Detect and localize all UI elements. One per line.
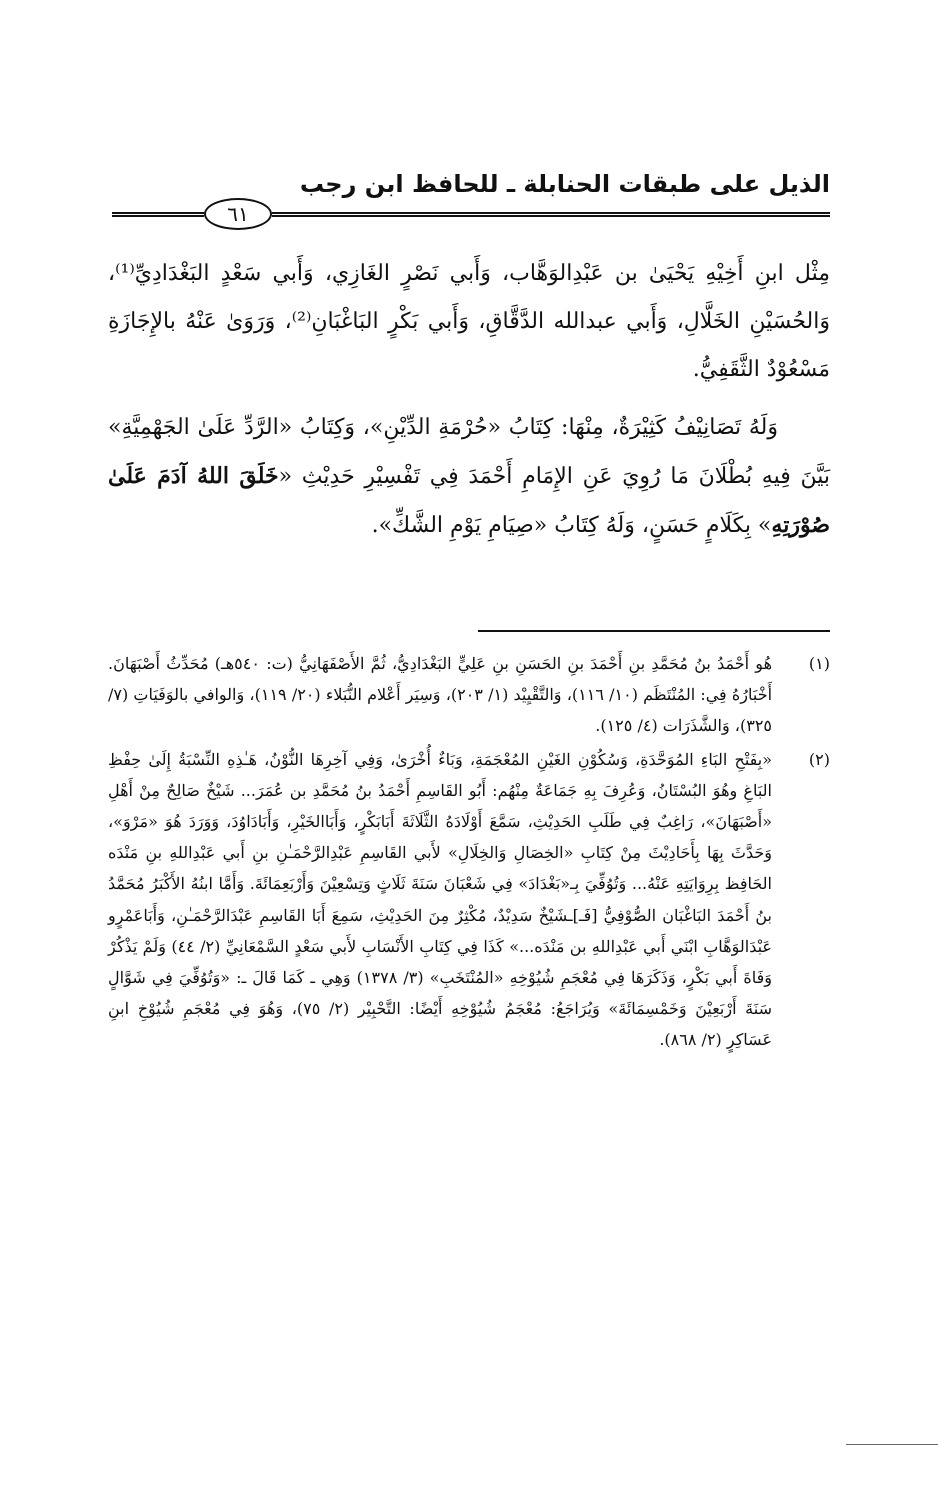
page-number: ٦١ <box>204 198 272 230</box>
footnote-marker: (١) <box>808 654 830 673</box>
footnote-marker: (٢) <box>808 749 830 769</box>
footnote-text: هُو أَحْمَدُ بنُ مُحَمَّدِ بنِ أَحْمَدَ بنِ الحَسَنِ بنِ عَلِيٍّ البَغْدَادِيُّ، ثُمَّ الأَصْفَهَانِيُّ (ت: ٥٤٠هـ) مُحَدِّثُ أَصْبَهَانَ. أَخْبَارُهُ فِي: المُنْتَظَم (١٠/ ١١٦)، وَالتَّقْيِيْد (١/ ٢٠٣)، وَسِيَر أَعْلام النُّبَلاء (٢٠/ ١١٩)، وَالوافي بالوَفَيَاتِ (٧/ ٣٢٥)، وَالشَّذَرَات (٤/ ١٢٥). <box>108 654 773 736</box>
footnote-text: «بِفَتْحِ البَاءِ المُوَحَّدَةِ، وَسُكُوْنِ الغَيْنِ المُعْجَمَةِ، وَبَاءٌ أُخْرَىٰ، وَفِي آخِرِهَا النُّوْنُ، هَـٰذِهِ النِّسْبَةُ إِلَىٰ حِفْظِ البَاغِ وهُوَ البُسْتَانُ، وَعُرِفَ بِهِ جَمَاعَةٌ مِنْهُم: أَبُو القَاسِمِ أَحْمَدُ بنُ مُحَمَّدِ بن عُمَرَ... شَيْخٌ صَالِحٌ مِنْ أَهْلِ «أَصْبَهَانَ»، رَاغِبٌ فِي طَلَبِ الحَدِيْثِ، سَمَّعَ أَوْلَادَهُ الثَّلَاثَةَ أَبَابَكْرٍ، وَأَبَاالخَيْرِ، وَأَبَادَاوُدَ، وَوَرَدَ هُوَ «مَرْوَ»، وَحَدَّثَ بِهَا بِأَحَادِيْثَ مِنْ كِتَابِ «الخِصَالِ وَالخِلَالِ» لأَبي القَاسِمِ عَبْدِالرَّحْمَـٰنِ بنِ أَبي عَبْدِاللهِ بنِ مَنْدَه الحَافِظ بِرِوَايَتِهِ عَنْهُ... وَتُوُفِّيَ بِـ«بَغْدَادَ» فِي شَعْبَانَ سَنَةَ ثَلَاثٍ وَتِسْعِيْنَ وَأَرْبَعِمَائَةَ. وَأَمَّا ابنُهُ الأَكْبَرُ مُحَمَّدُ بنُ أَحْمَدَ البَاغْبَان الصُّوْفِيُّ [فَـ]ـشَيْخٌ سَدِيْدٌ، مُكْثِرٌ مِنَ الحَدِيْثِ، سَمِعَ أَبَا القَاسِمِ عَبْدَالرَّحْمَـٰنِ، وَأَبَاعَمْرٍو عَبْدَالوَهَّابِ ابْنَي أَبي عَبْدِاللهِ بن مَنْدَه...» كَذَا فِي كِتَابِ الأَنْسَابِ لأَبي سَعْدٍ السَّمْعَانِيِّ (٢/ ٤٤) وَلَمْ يَذْكُرْ وَفَاةَ أَبي بَكْرٍ، وَذَكَرَهَا فِي مُعْجَمِ شُيُوْخِهِ «المُنْتَخَبِ» (٣/ ١٣٧٨) وَهِي ـ كَمَا قَالَ ـ: «وَتُوُفِّيَ فِي شَوَّالٍ سَنَةَ أَرْبَعِيْنَ وَخَمْسِمَائَةَ» وَيُرَاجَعُ: مُعْجَمُ شُيُوْخِهِ أَيْضًا: التَّحْبِيْر (٢/ ٧٥)، وَهُوَ فِي مُعْجَمِ شُيُوْخِ ابنِ عَسَاكِرٍ (٢/ ٨٦٨). <box>108 749 772 1050</box>
paragraph-1: مِثْل ابنِ أَخِيْهِ يَحْيَىٰ بن عَبْدِالوَهَّاب، وَأَبي نَصْرٍ الغَازِي، وَأَبي سَعْدٍ البَغْدَادِيِّ⁽¹⁾، وَالحُسَيْنِ الخَلَّالِ، وَأَبي عبدالله الدَّقَّاقِ، وَأَبي بَكْرٍ البَاغْبَانِ⁽²⁾، وَرَوَىٰ عَنْهُ بالإِجَازَةِ مَسْعُوْدٌ الثَّقَفِيُّ. <box>108 261 830 382</box>
page-edge-mark <box>846 1444 938 1445</box>
paragraph-2 <box>108 404 830 550</box>
header-rule-right <box>272 212 830 217</box>
footnote-1 <box>108 648 830 742</box>
paragraph-2-start: وَلَهُ تَصَانِيْفُ كَثِيْرَةٌ، مِنْهَا: كِتَابُ «حُرْمَةِ الدِّيْنِ»، وَكِتَابُ «الرَّدِّ عَلَىٰ الجَهْمِيَّةِ» بَيَّنَ فِيهِ بُطْلَانَ مَا رُوِيَ عَنِ الإِمَامِ أَحْمَدَ فِي تَفْسِيْرِ حَدِيْثِ « <box>108 415 830 489</box>
footnote-separator <box>478 630 830 632</box>
hadith-quote: خَلَقَ اللهُ آدَمَ عَلَىٰ صُوْرَتِهِ <box>108 463 830 538</box>
footnote-2 <box>108 744 830 1056</box>
footnotes <box>108 648 830 1058</box>
header-rule-left <box>112 212 204 217</box>
running-header-title: الذيل على طبقات الحنابلة ـ للحافظ ابن رجب <box>299 170 830 198</box>
main-text <box>108 250 830 550</box>
paragraph-2-end: » بِكَلَامٍ حَسَنٍ، وَلَهُ كِتَابُ «صِيَامِ يَوْمِ الشَّكِّ». <box>371 513 772 538</box>
